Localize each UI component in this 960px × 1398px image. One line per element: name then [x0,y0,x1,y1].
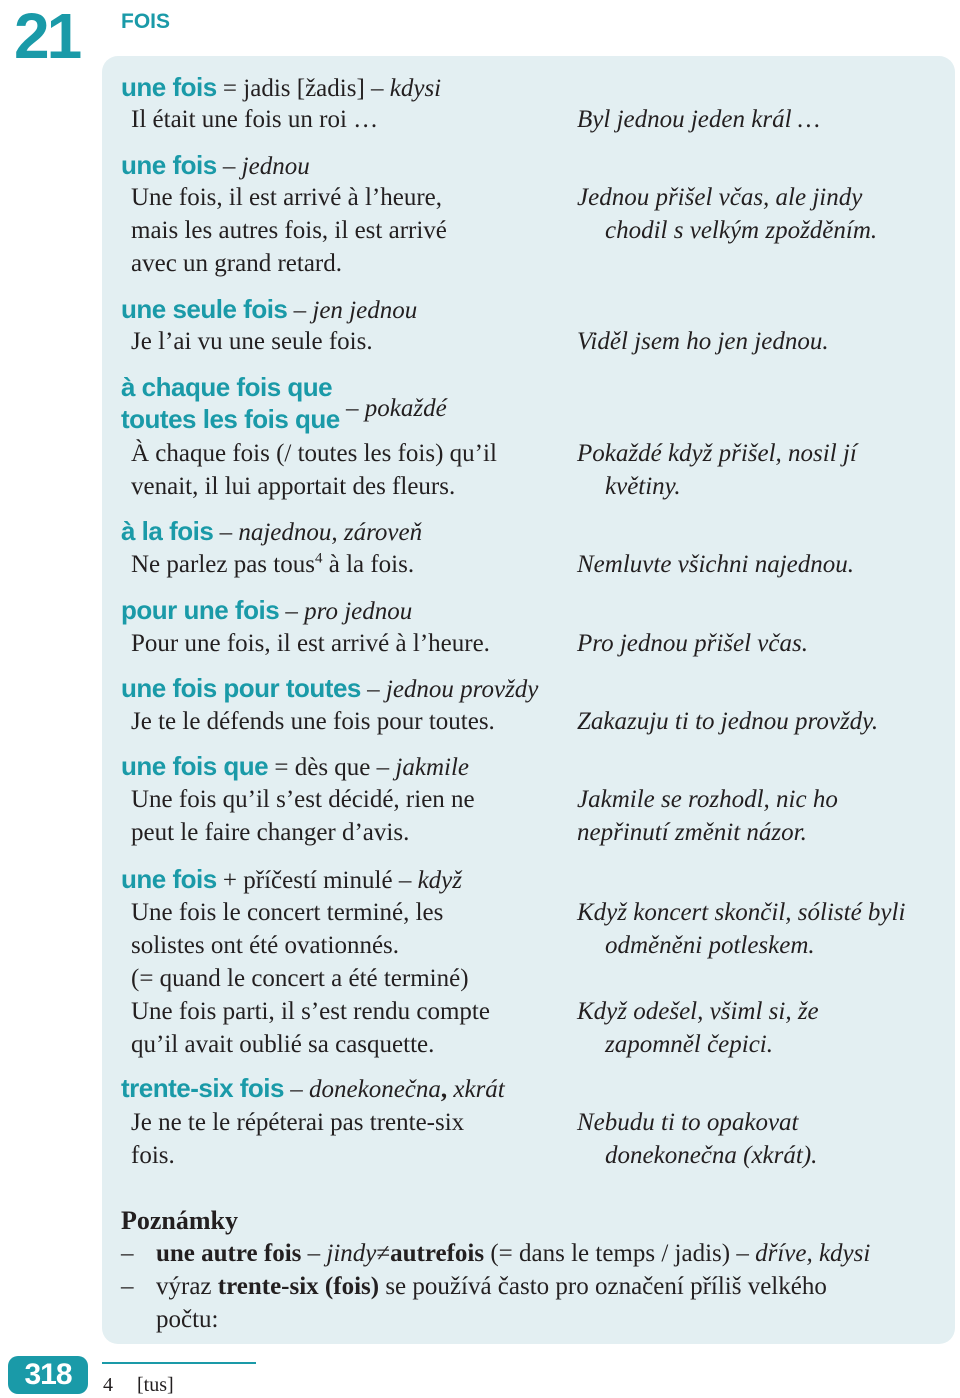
czech-translation: Jednou přišel včas, ale jindy [577,184,863,211]
entry-meaning: donekonečna [309,1076,441,1103]
french-example: Je te le défends une fois pour toutes. [131,708,495,735]
czech-translation: odměněni potleskem. [605,932,815,959]
french-example: Une fois le concert terminé, les [131,899,444,926]
french-example: mais les autres fois, il est arrivé [131,217,447,244]
french-example: qu’il avait oublié sa casquette. [131,1031,435,1058]
footnote-text: [tus] [137,1374,174,1396]
entry-heading: une fois que = dès que – jakmile [121,751,469,781]
entry-term: une fois que [121,751,269,781]
entry-term: pour une fois [121,595,280,625]
entry-heading: trente-six fois – donekonečna, xkrát [121,1073,505,1103]
not-equal-sign: ≠ [376,1240,391,1267]
note-item: une autre fois – jindy≠autrefois (= dans le temps / jadis) – dříve, kdysi [156,1240,871,1267]
footnote-mark: 4 [103,1374,113,1396]
entry-meaning: jakmile [395,754,469,781]
czech-translation: Byl jednou jeden král … [577,106,820,133]
czech-translation: květiny. [605,473,681,500]
entry-term: une fois pour toutes [121,673,361,703]
entry-meaning: když [417,867,462,894]
czech-translation: chodil s velkým zpožděním. [605,217,878,244]
french-example: avec un grand retard. [131,250,342,277]
entry-term: une fois [121,864,217,894]
entry-meaning: najednou, zároveň [238,519,423,546]
page-number: 318 [8,1356,88,1394]
czech-translation: Zakazuju ti to jednou provždy. [577,708,879,735]
entry-meaning: xkrát [453,1076,505,1103]
chapter-title: FOIS [121,10,171,33]
czech-translation: Když koncert skončil, sólisté byli [577,899,906,926]
entry-term: une fois [121,72,217,102]
czech-translation: Nemluvte všichni najednou. [577,551,855,578]
notes-title: Poznámky [121,1206,238,1235]
entry-meaning: kdysi [389,75,442,102]
czech-translation: Pokaždé když přišel, nosil jí [577,440,857,467]
entry-term: à la fois [121,516,214,546]
entry-heading: toutes les fois que – pokaždé [121,395,447,434]
note-item-continuation: počtu: [156,1306,219,1333]
chapter-number: 21 [14,0,80,72]
french-example: Il était une fois un roi … [131,106,379,133]
czech-translation: donekonečna (xkrát). [605,1142,818,1169]
czech-translation: Nebudu ti to opakovat [577,1109,799,1136]
entry-heading: une seule fois – jen jednou [121,294,418,324]
czech-translation: Pro jednou přišel včas. [577,630,808,657]
french-example: peut le faire changer d’avis. [131,819,410,846]
note-dash: – [121,1240,134,1267]
french-example: Je ne te le répéterai pas trente-six [131,1109,465,1136]
entry-heading: une fois + příčestí minulé – když [121,864,462,894]
entry-heading: à la fois – najednou, zároveň [121,516,423,546]
french-example: Pour une fois, il est arrivé à l’heure. [131,630,490,657]
czech-translation: Viděl jsem ho jen jednou. [577,328,829,355]
footnote [103,1372,174,1398]
french-example: venait, il lui apportait des fleurs. [131,473,456,500]
entry-meaning: pro jednou [304,598,413,625]
note-item: výraz trente-six (fois) se používá často pro označení příliš velkého [156,1273,827,1300]
entry-heading: pour une fois – pro jednou [121,595,413,625]
french-example: solistes ont été ovationnés. [131,932,400,959]
french-example: Une fois parti, il s’est rendu compte [131,998,490,1025]
czech-translation: zapomněl čepici. [605,1031,774,1058]
entry-meaning: jednou provždy [385,676,539,703]
entry-heading: une fois pour toutes – jednou provždy [121,673,539,703]
french-example: fois. [131,1142,175,1169]
entry-meaning: jednou [241,153,310,180]
french-example: À chaque fois (/ toutes les fois) qu’il [131,440,497,467]
french-example: Une fois, il est arrivé à l’heure, [131,184,442,211]
french-example: Je l’ai vu une seule fois. [131,328,373,355]
entry-meaning: pokaždé [364,395,447,422]
footnote-reference: 4 [314,550,323,567]
entry-term: une seule fois [121,294,288,324]
czech-translation: Když odešel, všiml si, že [577,998,819,1025]
entry-meaning: jen jednou [312,297,418,324]
note-dash: – [121,1273,134,1300]
entry-heading: une fois – jednou [121,150,310,180]
french-example: Une fois qu’il s’est décidé, rien ne [131,786,475,813]
entry-term: à chaque fois que [121,372,333,402]
czech-translation: Jakmile se rozhodl, nic ho [577,786,838,813]
entry-term: toutes les fois que [121,404,340,434]
entry-term: une fois [121,150,217,180]
czech-translation: nepřinutí změnit názor. [577,819,807,846]
french-example: Ne parlez pas tous$^4$ à la fois. [131,550,415,578]
french-example: (= quand le concert a été terminé) [131,965,469,992]
entry-heading: une fois = jadis [žadis] – kdysi [121,72,442,102]
footnote-divider [102,1362,256,1364]
entry-term: trente-six fois [121,1073,284,1103]
